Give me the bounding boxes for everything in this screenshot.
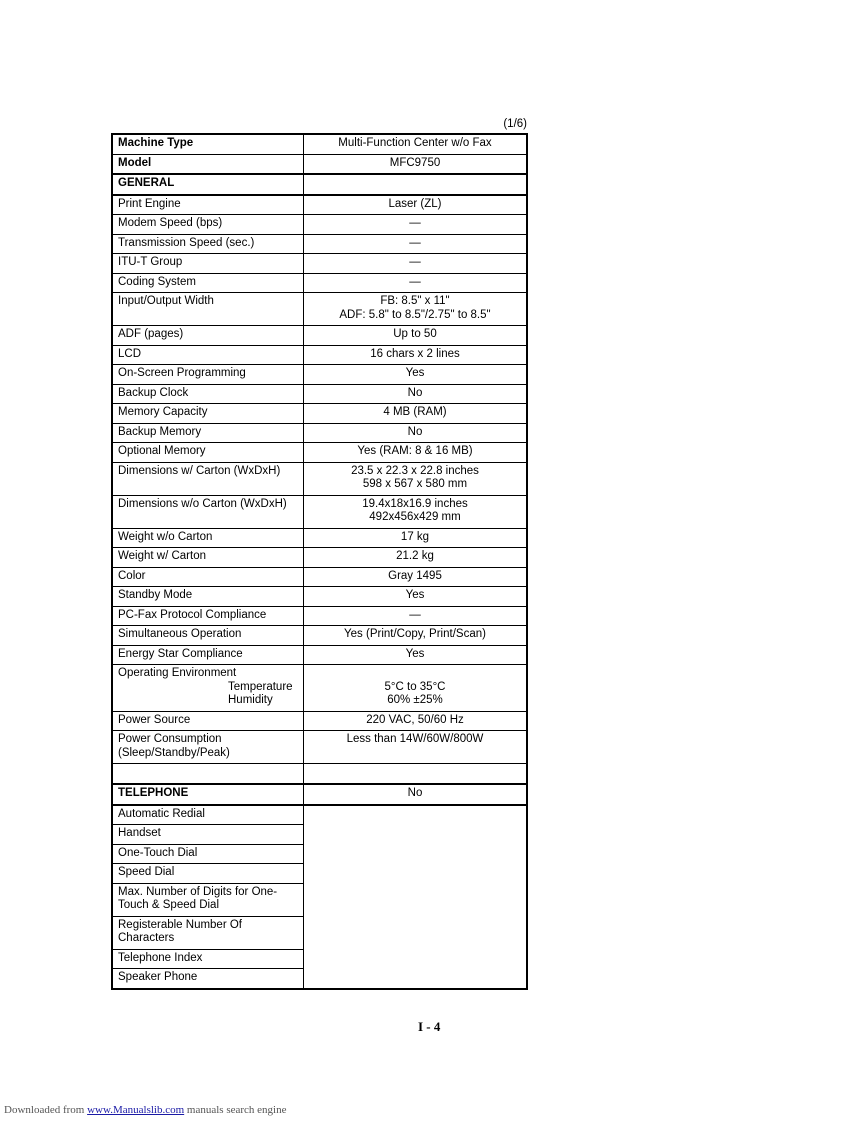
telephone-item-line: Registerable Number Of	[118, 918, 242, 931]
spec-row	[112, 462, 527, 495]
download-suffix: manuals search engine	[184, 1104, 287, 1116]
spec-label: Color	[112, 567, 304, 587]
spec-label: Backup Clock	[112, 384, 304, 404]
spec-label: Backup Memory	[112, 423, 304, 443]
spec-row	[112, 345, 527, 365]
spec-row	[112, 134, 527, 154]
telephone-item-line: Handset	[118, 827, 161, 839]
spec-label: ITU-T Group	[112, 254, 304, 274]
spec-row	[112, 528, 527, 548]
spec-label	[112, 665, 304, 712]
telephone-item-line: Characters	[118, 932, 175, 944]
spec-value: No	[304, 423, 528, 443]
spec-row-telephone	[112, 784, 527, 805]
telephone-item-line: Speed Dial	[118, 866, 175, 878]
spec-label: Energy Star Compliance	[112, 645, 304, 665]
spec-label: Machine Type	[112, 134, 304, 154]
spec-row	[112, 404, 527, 424]
spec-value: —	[304, 606, 528, 626]
spec-value: —	[304, 273, 528, 293]
spec-value-line: 19.4x18x16.9 inches	[362, 497, 468, 510]
spec-label: Transmission Speed (sec.)	[112, 234, 304, 254]
spec-value: Less than 14W/60W/800W	[304, 731, 528, 764]
spec-label: Input/Output Width	[112, 293, 304, 326]
spec-label-empty	[112, 764, 304, 785]
spec-label: Weight w/o Carton	[112, 528, 304, 548]
spec-label: TELEPHONE	[112, 784, 304, 805]
humidity-label: Humidity	[228, 694, 273, 706]
spec-label	[112, 969, 304, 989]
spec-value: 21.2 kg	[304, 548, 528, 568]
spec-label: Memory Capacity	[112, 404, 304, 424]
spec-label	[112, 916, 304, 949]
spec-value	[304, 665, 528, 712]
spec-value: No	[304, 784, 528, 805]
spec-value-line: ADF: 5.8" to 8.5"/2.75" to 8.5"	[339, 308, 491, 321]
spec-value-empty	[304, 764, 528, 785]
power-consumption-label: Power Consumption	[118, 733, 222, 745]
telephone-item-line: One-Touch Dial	[118, 846, 198, 859]
temperature-label: Temperature	[228, 680, 293, 693]
spec-label: Coding System	[112, 273, 304, 293]
spec-row	[112, 423, 527, 443]
spec-label	[112, 805, 304, 825]
telephone-item-line: Telephone Index	[118, 951, 203, 964]
spec-label: On-Screen Programming	[112, 365, 304, 385]
manualslib-link[interactable]: www.Manualslib.com	[87, 1104, 185, 1116]
spec-row-power-consumption	[112, 731, 527, 764]
telephone-item-line: Automatic Redial	[118, 807, 205, 820]
spec-label: Dimensions w/ Carton (WxDxH)	[112, 462, 304, 495]
spec-label: Standby Mode	[112, 587, 304, 607]
spec-value	[304, 462, 528, 495]
spec-value-line: 23.5 x 22.3 x 22.8 inches	[351, 464, 479, 477]
footer-page-number: I - 4	[418, 1019, 441, 1034]
spec-row	[112, 326, 527, 346]
spec-label: Print Engine	[112, 195, 304, 215]
spec-row	[112, 495, 527, 528]
spec-row	[112, 273, 527, 293]
spec-value: Yes	[304, 645, 528, 665]
spec-row	[112, 154, 527, 174]
spec-row	[112, 174, 527, 195]
page-label: (1/6)	[503, 118, 527, 130]
spec-value: 17 kg	[304, 528, 528, 548]
spec-value: —	[304, 254, 528, 274]
download-prefix: Downloaded from	[4, 1104, 88, 1116]
spec-row	[112, 195, 527, 215]
spec-row	[112, 365, 527, 385]
spec-label: GENERAL	[112, 174, 304, 195]
power-consumption-sublabel: (Sleep/Standby/Peak)	[118, 746, 230, 759]
spec-label: Optional Memory	[112, 443, 304, 463]
spec-value: Up to 50	[304, 326, 528, 346]
spec-row	[112, 711, 527, 731]
spec-value: 16 chars x 2 lines	[304, 345, 528, 365]
spec-row-empty	[112, 764, 527, 785]
spec-row	[112, 384, 527, 404]
download-credit	[4, 1104, 286, 1116]
spec-label: Modem Speed (bps)	[112, 215, 304, 235]
spec-value	[304, 495, 528, 528]
telephone-item-line: Max. Number of Digits for One-	[118, 885, 278, 898]
spec-row	[112, 606, 527, 626]
spec-label: Model	[112, 154, 304, 174]
spec-row	[112, 587, 527, 607]
spacer-line	[309, 667, 521, 681]
spec-row-operating-environment	[112, 665, 527, 712]
spec-value: 4 MB (RAM)	[304, 404, 528, 424]
spec-label	[112, 883, 304, 916]
spec-label: Simultaneous Operation	[112, 626, 304, 646]
spec-label: ADF (pages)	[112, 326, 304, 346]
spec-value: Yes (RAM: 8 & 16 MB)	[304, 443, 528, 463]
spec-row	[112, 626, 527, 646]
spec-label: Dimensions w/o Carton (WxDxH)	[112, 495, 304, 528]
spec-value: Yes	[304, 365, 528, 385]
spec-row	[112, 567, 527, 587]
telephone-item-line: Speaker Phone	[118, 971, 198, 983]
spec-label: PC-Fax Protocol Compliance	[112, 606, 304, 626]
spec-label: Weight w/ Carton	[112, 548, 304, 568]
spec-value: MFC9750	[304, 154, 528, 174]
spec-value-line: FB: 8.5" x 11"	[380, 295, 450, 307]
spec-value: —	[304, 234, 528, 254]
spec-row	[112, 234, 527, 254]
spec-row	[112, 293, 527, 326]
spec-label	[112, 844, 304, 864]
spec-label	[112, 949, 304, 969]
operating-environment-label: Operating Environment	[118, 667, 237, 679]
humidity-value: 60% ±25%	[387, 694, 443, 706]
spec-row	[112, 443, 527, 463]
spec-label: Power Source	[112, 711, 304, 731]
telephone-item-line: Touch & Speed Dial	[118, 899, 220, 911]
spec-value	[304, 174, 528, 195]
spec-value: Yes	[304, 587, 528, 607]
spec-value: 220 VAC, 50/60 Hz	[304, 711, 528, 731]
spec-row	[112, 645, 527, 665]
spec-label: LCD	[112, 345, 304, 365]
spec-value: No	[304, 384, 528, 404]
spec-row-telephone-item	[112, 805, 527, 825]
spec-table	[111, 133, 528, 990]
spec-value: Laser (ZL)	[304, 195, 528, 215]
spec-value	[304, 293, 528, 326]
spec-row	[112, 215, 527, 235]
spec-label	[112, 825, 304, 845]
spec-value-line: 492x456x429 mm	[369, 511, 461, 523]
spec-label	[112, 731, 304, 764]
spec-value: Multi-Function Center w/o Fax	[304, 134, 528, 154]
spec-value-line: 598 x 567 x 580 mm	[362, 478, 468, 490]
spec-label	[112, 864, 304, 884]
spec-value: Yes (Print/Copy, Print/Scan)	[304, 626, 528, 646]
telephone-value-blank	[304, 805, 528, 989]
spec-value: —	[304, 215, 528, 235]
spec-row	[112, 254, 527, 274]
temperature-value: 5°C to 35°C	[384, 680, 446, 693]
spec-row	[112, 548, 527, 568]
spec-value: Gray 1495	[304, 567, 528, 587]
